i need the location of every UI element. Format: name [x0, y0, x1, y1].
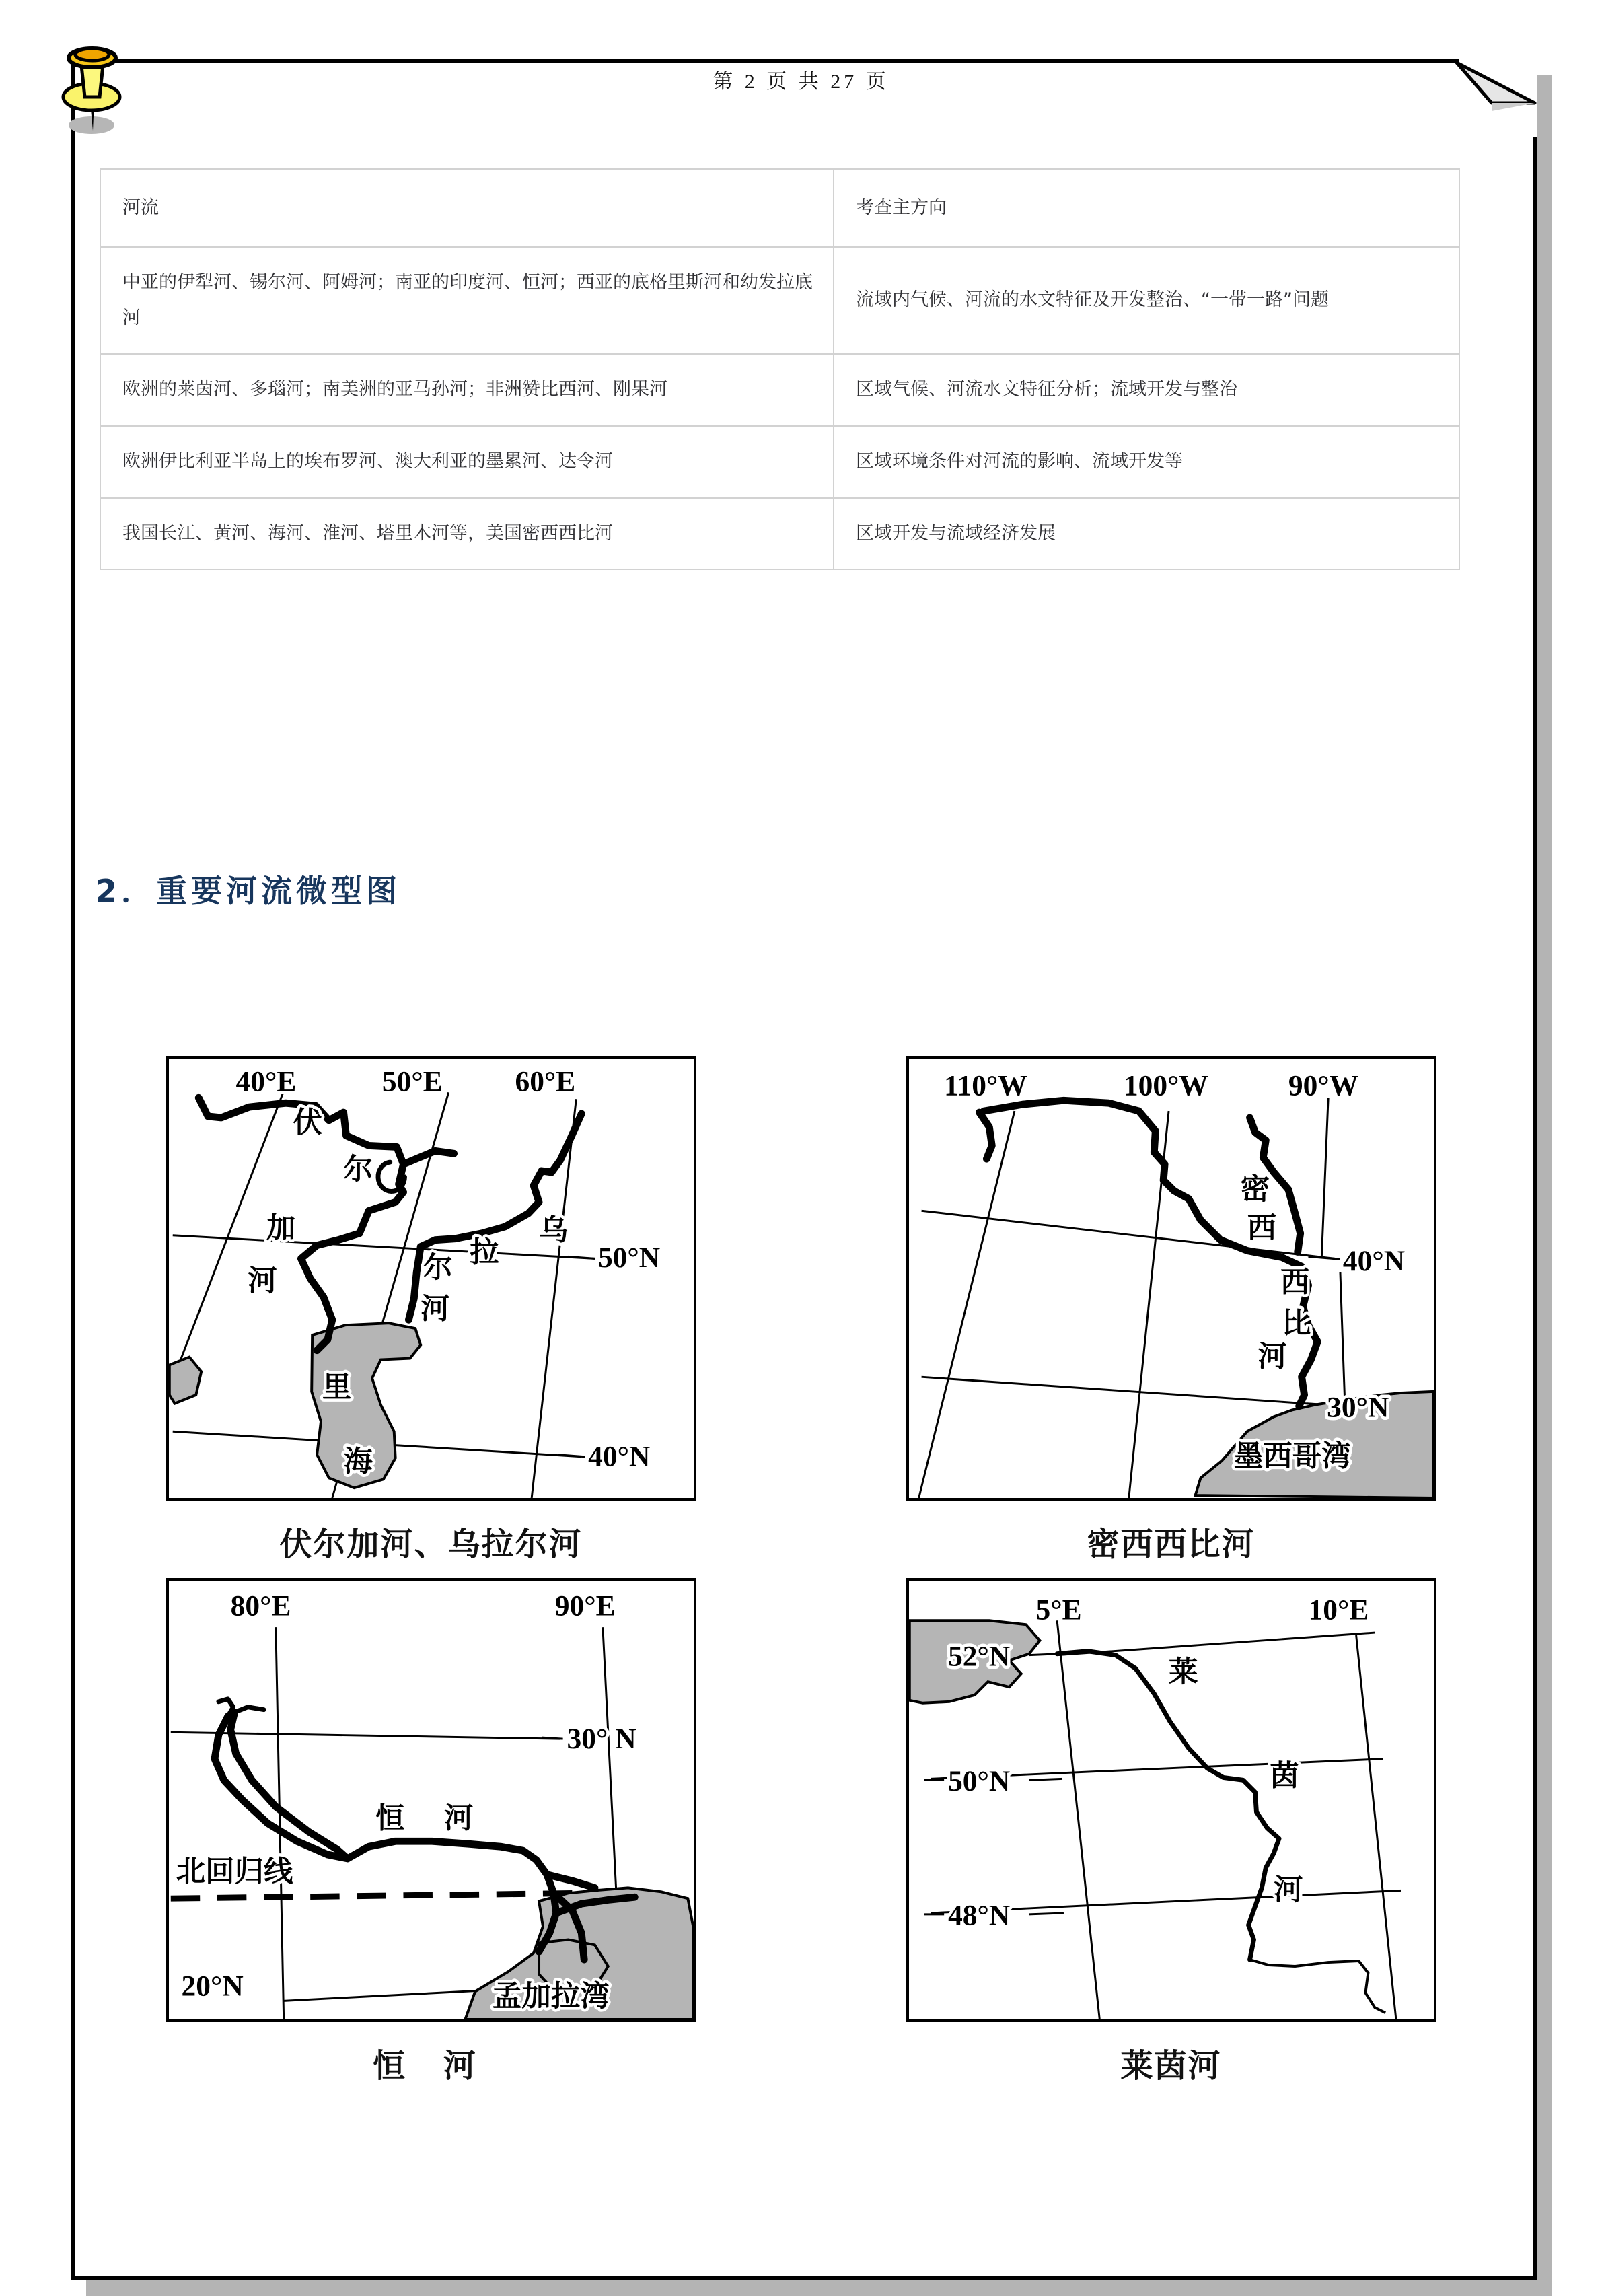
map-caption-rhine: 莱茵河 — [1120, 2047, 1222, 2085]
caspian-sea-label-1: 里 — [322, 1369, 351, 1404]
map-caption-ganges: 恒 河 — [373, 2047, 489, 2085]
mississippi-char-1: 密 — [1240, 1172, 1270, 1207]
caspian-sea-label-2: 海 — [343, 1444, 373, 1479]
table-row — [100, 247, 1459, 354]
map-svg-mississippi — [909, 1059, 1434, 1498]
lon-label-80e: 80°E — [230, 1589, 291, 1622]
rhine-char-1: 莱 — [1168, 1655, 1198, 1690]
map-row-1 — [0, 1056, 1602, 1565]
table-header-river: 河流 — [100, 169, 834, 247]
mississippi-char-3: 西 — [1280, 1264, 1309, 1299]
lat-label-30n: 30° N — [567, 1722, 636, 1755]
table-row — [100, 426, 1459, 498]
lat-label-48n: 48°N — [947, 1899, 1010, 1932]
table-row — [100, 354, 1459, 426]
section-heading: 2．重要河流微型图 — [96, 873, 402, 909]
table-header-row — [100, 169, 1459, 247]
lon-label-100w: 100°W — [1123, 1069, 1208, 1102]
tropic-of-cancer-label: 北回归线 — [176, 1854, 293, 1889]
map-frame-mississippi — [906, 1056, 1436, 1501]
cell-direction: 区域开发与流域经济发展 — [834, 498, 1459, 570]
map-cell-ganges — [166, 1578, 697, 2086]
cell-river: 中亚的伊犁河、锡尔河、阿姆河；南亚的印度河、恒河；西亚的底格里斯河和幼发拉底河 — [100, 247, 834, 354]
cell-direction: 流域内气候、河流的水文特征及开发整治、“一带一路”问题 — [834, 247, 1459, 354]
cell-direction: 区域气候、河流水文特征分析；流域开发与整治 — [834, 354, 1459, 426]
lon-label-110w: 110°W — [943, 1069, 1027, 1102]
lat-label-40n: 40°N — [587, 1440, 650, 1473]
map-row-2 — [0, 1578, 1602, 2086]
ural-char-3: 尔 — [423, 1250, 453, 1285]
lon-label-5e: 5°E — [1035, 1593, 1082, 1626]
map-caption-volga-ural: 伏尔加河、乌拉尔河 — [279, 1526, 583, 1563]
lon-label-90w: 90°W — [1288, 1069, 1358, 1102]
table-header-direction: 考查主方向 — [834, 169, 1459, 247]
map-frame-volga-ural — [166, 1056, 696, 1501]
gulf-of-mexico-label: 墨西哥湾 — [1233, 1439, 1351, 1474]
mississippi-char-4: 比 — [1281, 1306, 1311, 1341]
lat-label-40n: 40°N — [1342, 1245, 1405, 1278]
lat-label-20n: 20°N — [181, 1970, 244, 2003]
map-cell-rhine — [906, 1578, 1437, 2086]
lat-label-52n: 52°N — [947, 1640, 1010, 1673]
map-cell-mississippi — [906, 1056, 1437, 1565]
cell-river: 欧洲伊比利亚半岛上的埃布罗河、澳大利亚的墨累河、达令河 — [100, 426, 834, 498]
table-row — [100, 498, 1459, 570]
bay-of-bengal-label: 孟加拉湾 — [492, 1979, 610, 2014]
map-frame-ganges — [166, 1578, 696, 2022]
map-svg-rhine — [909, 1581, 1434, 2019]
left-inlet-shape — [169, 1357, 201, 1404]
lon-label-40e: 40°E — [235, 1065, 296, 1098]
cell-direction: 区域环境条件对河流的影响、流域开发等 — [834, 426, 1459, 498]
river-maps-grid — [0, 1056, 1602, 2100]
lon-label-50e: 50°E — [381, 1065, 443, 1098]
map-cell-volga-ural — [166, 1056, 697, 1565]
lon-label-10e: 10°E — [1308, 1593, 1369, 1626]
volga-char-1: 伏 — [293, 1105, 322, 1140]
tropic-of-cancer-line — [170, 1893, 581, 1898]
mississippi-char-5: 河 — [1257, 1339, 1287, 1374]
rhine-river-path — [1057, 1651, 1279, 1960]
lon-label-60e: 60°E — [514, 1065, 575, 1098]
map-svg-ganges — [169, 1581, 694, 2019]
lon-label-90e: 90°E — [554, 1589, 616, 1622]
mississippi-char-2: 西 — [1247, 1210, 1276, 1245]
volga-char-4: 河 — [247, 1263, 277, 1298]
cell-river: 我国长江、黄河、海河、淮河、塔里木河等，美国密西西比河 — [100, 498, 834, 570]
lat-label-50n: 50°N — [947, 1765, 1010, 1798]
volga-char-3: 加 — [266, 1210, 295, 1245]
map-frame-rhine — [906, 1578, 1436, 2022]
map-svg-volga-ural — [169, 1059, 694, 1498]
ural-char-2: 拉 — [469, 1235, 499, 1270]
rhine-char-2: 茵 — [1269, 1758, 1299, 1793]
rhine-char-3: 河 — [1273, 1873, 1303, 1908]
river-exam-table — [100, 168, 1460, 570]
alpine-border-path — [1249, 1960, 1385, 2013]
page-number-header: 第 2 页 共 27 页 — [713, 71, 889, 93]
map-caption-mississippi: 密西西比河 — [1087, 1526, 1255, 1563]
ganges-river-label: 恒 河 — [375, 1801, 488, 1836]
ural-char-4: 河 — [420, 1291, 450, 1326]
lat-label-50n: 50°N — [597, 1242, 660, 1275]
lat-label-30n: 30°N — [1326, 1391, 1389, 1424]
pushpin-icon — [52, 32, 133, 140]
volga-char-2: 尔 — [343, 1151, 373, 1186]
cell-river: 欧洲的莱茵河、多瑙河；南美洲的亚马孙河；非洲赞比西河、刚果河 — [100, 354, 834, 426]
ural-char-1: 乌 — [538, 1213, 569, 1248]
